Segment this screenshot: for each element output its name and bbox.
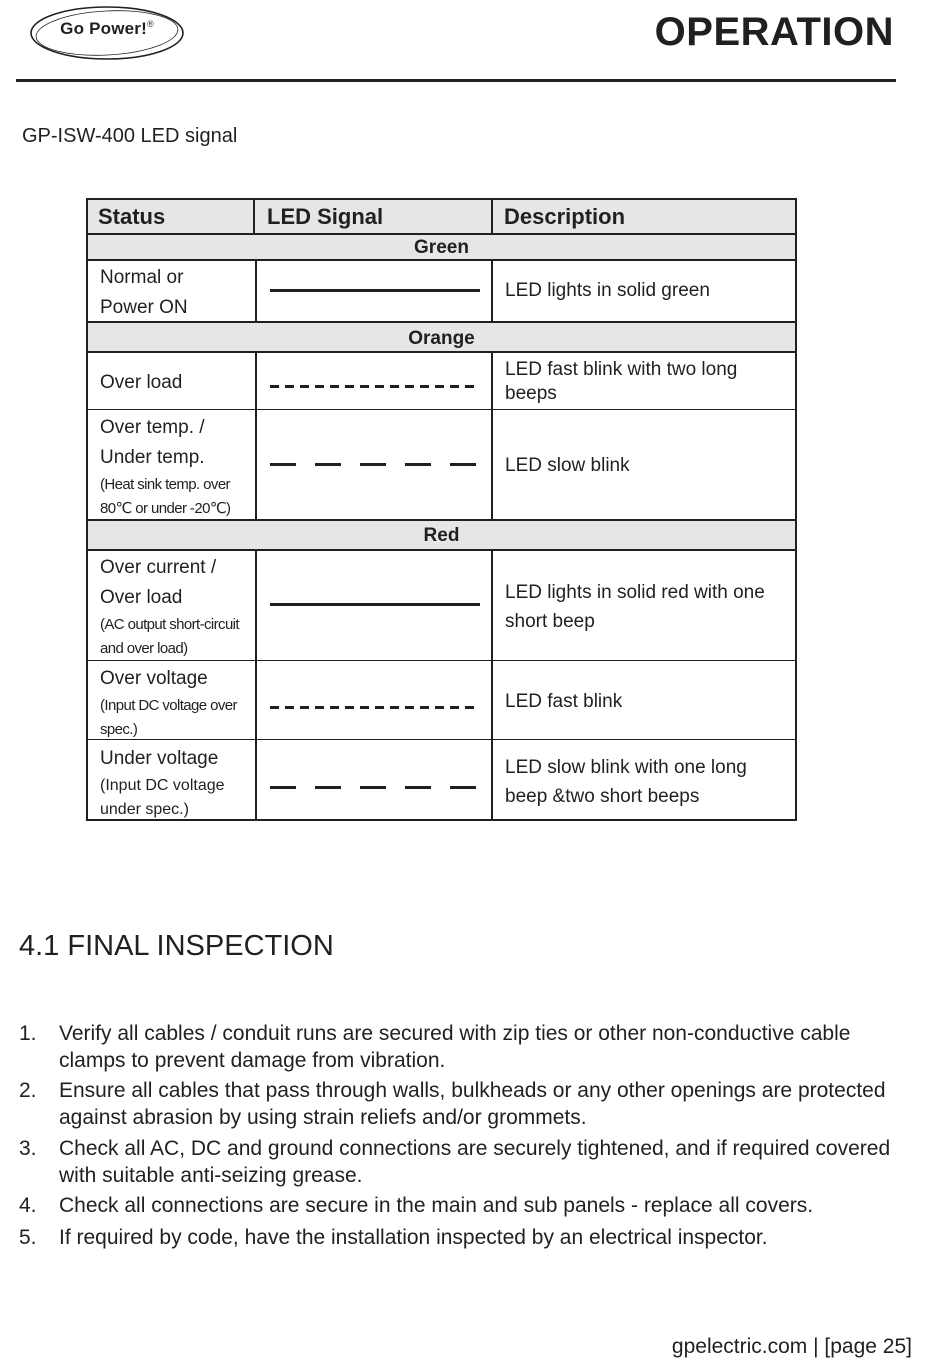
led-signal-slow-blink xyxy=(270,786,480,789)
table-border-top xyxy=(86,198,797,200)
group-label-red: Red xyxy=(423,525,460,546)
table-col-rule xyxy=(491,198,493,234)
led-signal-fast-blink xyxy=(270,706,480,709)
row-overtemp-description: LED slow blink xyxy=(505,455,630,476)
led-signal-table xyxy=(86,198,797,821)
table-caption: GP-ISW-400 LED signal xyxy=(22,125,238,147)
page-title: OPERATION xyxy=(654,10,894,54)
go-power-logo xyxy=(28,4,186,62)
led-signal-solid xyxy=(270,603,480,606)
row-normal-status: Normal or Power ON xyxy=(100,267,188,318)
table-col-rule xyxy=(255,550,257,820)
table-col-rule xyxy=(491,550,493,820)
header-status: Status xyxy=(98,204,166,229)
row-overload-status: Over load xyxy=(100,372,183,393)
row-undervoltage-description: LED slow blink with one long beep &two short beeps xyxy=(505,757,747,807)
led-signal-fast-blink xyxy=(270,385,480,388)
table-col-rule xyxy=(255,260,257,322)
table-col-rule xyxy=(491,352,493,520)
row-overvoltage-description: LED fast blink xyxy=(505,691,623,712)
row-overtemp-status: Over temp. / Under temp. (Heat sink temp. over 80℃ or under -20℃) xyxy=(100,417,231,517)
led-signal-slow-blink xyxy=(270,463,480,466)
table-rule xyxy=(86,409,797,410)
table-rule xyxy=(86,259,797,261)
logo-text: Go Power!® xyxy=(60,19,154,38)
group-label-green: Green xyxy=(414,237,469,258)
table-border-left xyxy=(86,198,88,821)
row-undervoltage-status: Under voltage (Input DC voltage under spec.) xyxy=(100,748,225,818)
table-rule xyxy=(86,233,797,235)
row-overcurrent-description: LED lights in solid red with one short beep xyxy=(505,582,765,632)
row-overcurrent-status: Over current / Over load (AC output short-circuit and over load) xyxy=(100,557,239,657)
table-rule xyxy=(86,549,797,551)
table-header-row xyxy=(86,198,797,234)
page-footer: gpelectric.com | [page 25] xyxy=(671,1335,912,1358)
table-col-rule xyxy=(253,198,255,234)
row-overload-description: LED fast blink with two long beeps xyxy=(505,359,738,404)
section-title: 4.1 FINAL INSPECTION xyxy=(19,930,334,962)
led-signal-solid xyxy=(270,289,480,292)
table-rule xyxy=(86,321,797,323)
table-rule xyxy=(86,351,797,353)
header-led-signal: LED Signal xyxy=(267,204,384,229)
table-border-right xyxy=(795,198,797,821)
row-normal-description: LED lights in solid green xyxy=(505,280,710,301)
row-overvoltage-status: Over voltage (Input DC voltage over spec.) xyxy=(100,668,237,738)
header-divider xyxy=(16,79,896,82)
group-label-orange: Orange xyxy=(408,328,475,349)
table-col-rule xyxy=(491,260,493,322)
header-description: Description xyxy=(504,204,626,229)
table-col-rule xyxy=(255,352,257,520)
